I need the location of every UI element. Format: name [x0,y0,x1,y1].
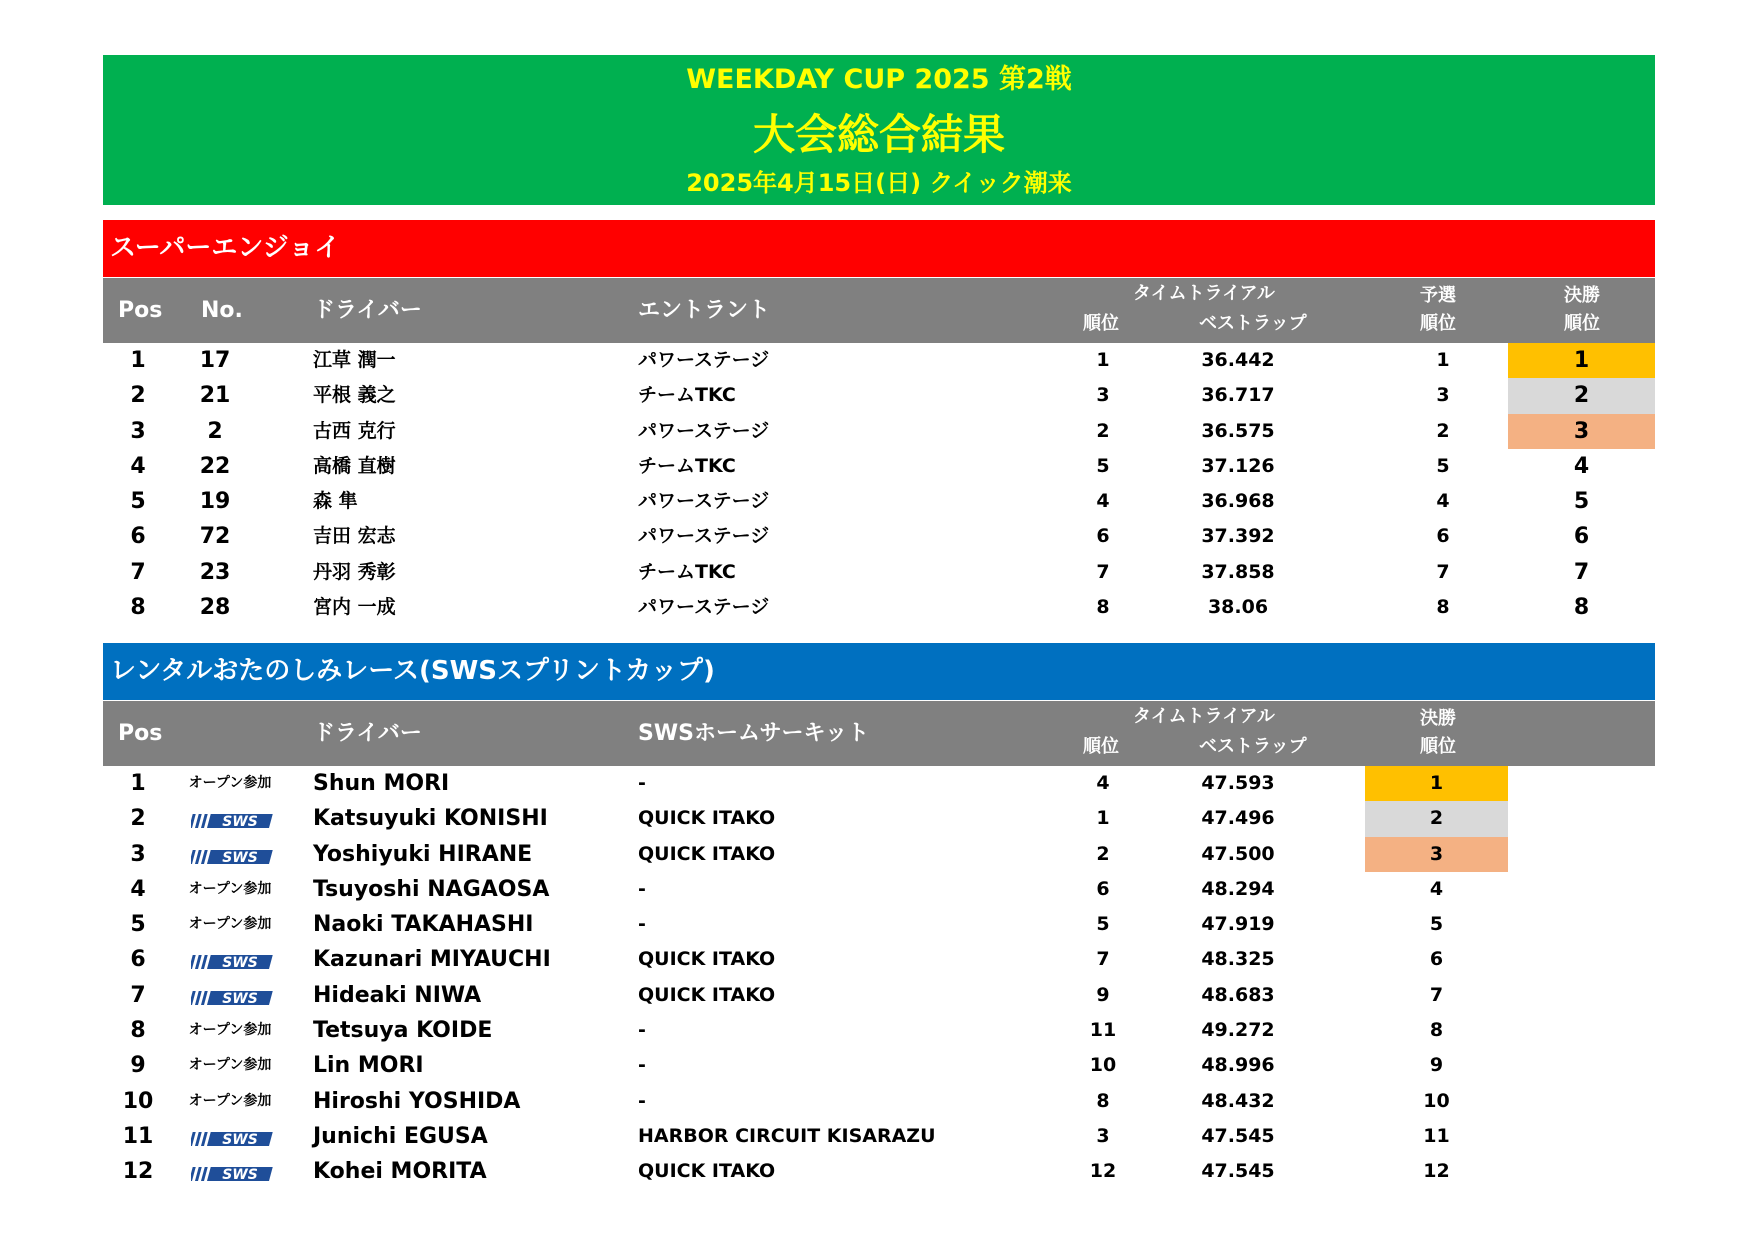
best-lap-cell: 47.545 [1201,1124,1275,1147]
best-lap-cell: 37.392 [1201,525,1275,548]
best-lap-cell: 48.294 [1201,877,1275,900]
best-lap-cell: 47.500 [1201,842,1275,865]
home-circuit-cell: - [638,877,646,900]
entrant-cell: チームTKC [638,560,736,583]
qualifying-rank-cell: 3 [1436,384,1450,407]
pos-cell: 4 [130,453,146,479]
best-lap-cell: 47.919 [1201,913,1275,936]
tt-rank-cell: 6 [1096,525,1110,548]
driver-cell: Yoshiyuki HIRANE [313,841,533,867]
header-final: 決勝 [1420,708,1456,729]
tt-rank-cell: 7 [1096,560,1110,583]
table-row [103,519,1655,554]
home-circuit-cell: QUICK ITAKO [638,983,776,1006]
table-row [103,1013,1655,1048]
home-circuit-cell: QUICK ITAKO [638,1160,776,1183]
qualifying-rank-cell: 2 [1436,419,1450,442]
best-lap-cell: 36.717 [1201,384,1275,407]
car-number-cell: 23 [199,559,231,585]
header-pos: Pos [118,721,163,746]
table-row [103,414,1655,449]
best-lap-cell: 47.545 [1201,1160,1275,1183]
sws-logo [191,1131,275,1147]
best-lap-cell: 48.683 [1201,983,1275,1006]
table-row [103,590,1655,625]
event-title: WEEKDAY CUP 2025 第2戦 [686,64,1072,95]
table-row [103,1048,1655,1083]
best-lap-cell: 38.06 [1207,596,1269,619]
sws-logo [191,813,275,829]
best-lap-cell: 48.996 [1201,1054,1275,1077]
home-circuit-cell: - [638,913,646,936]
pos-cell: 3 [130,418,146,444]
tt-rank-cell: 4 [1096,490,1110,513]
open-entry-badge: オープン参加 [188,880,272,897]
results-table-super-enjoy [103,343,1655,625]
header-time-trial: タイムトライアル [1133,283,1275,304]
tt-rank-cell: 8 [1096,1089,1110,1112]
open-entry-badge: オープン参加 [188,1092,272,1109]
final-rank-cell: 3 [1573,418,1590,444]
tt-rank-cell: 2 [1096,419,1110,442]
driver-cell: Tsuyoshi NAGAOSA [313,876,550,902]
pos-cell: 1 [130,771,146,796]
driver-cell: Katsuyuki KONISHI [313,806,548,832]
header-entrant: エントラント [638,298,771,323]
final-rank-cell: 7 [1429,983,1444,1006]
driver-cell: 吉田 宏志 [313,525,396,548]
event-date-venue: 2025年4月15日(日) クイック潮来 [686,169,1072,197]
car-number-cell: 19 [199,489,231,515]
driver-cell: Shun MORI [313,771,450,796]
entrant-cell: パワーステージ [638,596,770,619]
table-row [103,484,1655,519]
best-lap-cell: 36.442 [1201,349,1275,371]
svg-text:SWS: SWS [222,955,258,971]
tt-rank-cell: 3 [1096,384,1110,407]
final-rank-cell: 8 [1573,595,1590,621]
tt-rank-cell: 4 [1096,772,1110,794]
sws-logo [191,954,275,970]
header-home-circuit: SWSホームサーキット [638,721,870,746]
final-rank-cell: 9 [1429,1054,1444,1077]
driver-cell: 宮内 一成 [313,596,396,619]
tt-rank-cell: 5 [1096,913,1110,936]
pos-cell: 11 [122,1123,154,1149]
tt-rank-cell: 1 [1096,807,1110,830]
final-rank-cell: 7 [1573,559,1590,585]
table-row [103,449,1655,484]
header-final-rank: 順位 [1420,736,1456,757]
table-row [103,872,1655,907]
best-lap-cell: 37.858 [1201,560,1275,583]
table-row [103,378,1655,413]
home-circuit-cell: HARBOR CIRCUIT KISARAZU [638,1124,936,1147]
driver-cell: Hideaki NIWA [313,982,482,1008]
tt-rank-cell: 7 [1096,948,1110,971]
pos-cell: 2 [130,806,146,832]
header-best-lap: ベストラップ [1199,313,1307,334]
final-rank-cell: 4 [1429,877,1444,900]
final-rank-cell: 2 [1429,807,1444,830]
pos-cell: 8 [130,595,146,621]
driver-cell: Kohei MORITA [313,1159,487,1185]
table-row [103,837,1655,872]
table-row [103,343,1655,378]
final-rank-cell: 6 [1573,524,1590,550]
driver-cell: Junichi EGUSA [313,1123,488,1149]
pos-cell: 3 [130,841,146,867]
header-best-lap: ベストラップ [1199,736,1307,757]
driver-cell: Lin MORI [313,1053,424,1079]
results-table-rental-race [103,766,1655,1190]
svg-text:SWS: SWS [222,849,258,865]
table-header-rental-race [103,701,1655,766]
tt-rank-cell: 1 [1096,349,1110,371]
header-driver: ドライバー [313,721,422,746]
table-row [103,942,1655,977]
tt-rank-cell: 2 [1096,842,1110,865]
title-banner [103,55,1655,205]
svg-text:SWS: SWS [222,1167,258,1183]
final-rank-cell: 11 [1423,1124,1450,1147]
car-number-cell: 17 [199,348,231,373]
header-final: 決勝 [1564,285,1600,306]
final-rank-cell: 5 [1429,913,1444,936]
final-rank-cell: 12 [1423,1160,1450,1183]
final-rank-cell: 2 [1573,383,1590,409]
qualifying-rank-cell: 8 [1436,596,1450,619]
pos-cell: 7 [130,982,146,1008]
car-number-cell: 22 [199,453,231,479]
pos-cell: 10 [122,1088,154,1114]
table-row [103,978,1655,1013]
header-tt-rank: 順位 [1083,313,1119,334]
svg-text:SWS: SWS [222,814,258,830]
table-row [103,1084,1655,1119]
header-time-trial: タイムトライアル [1133,706,1275,727]
open-entry-badge: オープン参加 [188,775,272,791]
driver-cell: 古西 克行 [313,419,396,442]
car-number-cell: 2 [207,418,223,444]
home-circuit-cell: QUICK ITAKO [638,842,776,865]
pos-cell: 1 [130,348,146,373]
car-number-cell: 28 [199,595,231,621]
final-rank-cell: 10 [1423,1089,1450,1112]
table-row [103,907,1655,942]
tt-rank-cell: 3 [1096,1124,1110,1147]
table-row [103,766,1655,801]
pos-cell: 9 [130,1053,146,1079]
pos-cell: 12 [122,1159,154,1185]
home-circuit-cell: QUICK ITAKO [638,807,776,830]
driver-cell: Tetsuya KOIDE [313,1018,493,1044]
section-title-rental-race: レンタルおたのしみレース(SWSスプリントカップ) [103,643,1655,700]
tt-rank-cell: 9 [1096,983,1110,1006]
driver-cell: 高橋 直樹 [313,454,396,477]
pos-cell: 5 [130,912,146,938]
driver-cell: Naoki TAKAHASHI [313,912,534,938]
pos-cell: 6 [130,524,146,550]
svg-text:SWS: SWS [222,990,258,1006]
final-rank-cell: 8 [1429,1019,1444,1042]
home-circuit-cell: QUICK ITAKO [638,948,776,971]
driver-cell: Hiroshi YOSHIDA [313,1088,521,1114]
sws-logo [191,849,275,865]
sws-logo [191,1166,275,1182]
table-row [103,1154,1655,1189]
svg-text:SWS: SWS [222,1131,258,1147]
header-driver: ドライバー [313,298,422,323]
section-title-super-enjoy: スーパーエンジョイ [103,220,1655,277]
qualifying-rank-cell: 4 [1436,490,1450,513]
entrant-cell: パワーステージ [638,419,770,442]
final-rank-cell: 1 [1573,348,1590,373]
home-circuit-cell: - [638,1019,646,1042]
car-number-cell: 72 [199,524,231,550]
table-header-super-enjoy [103,278,1655,343]
open-entry-badge: オープン参加 [188,916,272,933]
best-lap-cell: 47.593 [1201,772,1275,794]
home-circuit-cell: - [638,1089,646,1112]
header-tt-rank: 順位 [1083,736,1119,757]
entrant-cell: パワーステージ [638,349,770,371]
tt-rank-cell: 8 [1096,596,1110,619]
driver-cell: 森 隼 [313,490,358,513]
final-rank-cell: 1 [1429,772,1444,794]
best-lap-cell: 36.575 [1201,419,1275,442]
best-lap-cell: 48.325 [1201,948,1275,971]
entrant-cell: パワーステージ [638,525,770,548]
tt-rank-cell: 6 [1096,877,1110,900]
final-rank-cell: 6 [1429,948,1444,971]
header-no: No. [201,298,243,323]
final-rank-cell: 4 [1573,453,1590,479]
qualifying-rank-cell: 7 [1436,560,1450,583]
header-qualifying: 予選 [1420,285,1456,306]
best-lap-cell: 36.968 [1201,490,1275,513]
driver-cell: Kazunari MIYAUCHI [313,947,551,973]
tt-rank-cell: 12 [1089,1160,1117,1183]
sws-logo [191,990,275,1006]
final-rank-cell: 5 [1573,489,1590,515]
home-circuit-cell: - [638,1054,646,1077]
best-lap-cell: 37.126 [1201,454,1275,477]
header-pos: Pos [118,298,163,323]
table-row [103,801,1655,836]
car-number-cell: 21 [199,383,231,409]
entrant-cell: パワーステージ [638,490,770,513]
qualifying-rank-cell: 5 [1436,454,1450,477]
home-circuit-cell: - [638,772,646,794]
header-final-rank: 順位 [1564,313,1600,334]
driver-cell: 丹羽 秀彰 [313,560,396,583]
pos-cell: 7 [130,559,146,585]
tt-rank-cell: 11 [1089,1019,1117,1042]
table-row [103,1119,1655,1154]
driver-cell: 平根 義之 [313,384,396,407]
tt-rank-cell: 5 [1096,454,1110,477]
open-entry-badge: オープン参加 [188,1022,272,1039]
table-row [103,555,1655,590]
final-rank-cell: 3 [1429,842,1444,865]
results-heading: 大会総合結果 [752,110,1005,159]
tt-rank-cell: 10 [1089,1054,1117,1077]
best-lap-cell: 49.272 [1201,1019,1275,1042]
best-lap-cell: 48.432 [1201,1089,1275,1112]
pos-cell: 8 [130,1018,146,1044]
best-lap-cell: 47.496 [1201,807,1275,830]
pos-cell: 2 [130,383,146,409]
entrant-cell: チームTKC [638,454,736,477]
pos-cell: 6 [130,947,146,973]
pos-cell: 5 [130,489,146,515]
driver-cell: 江草 潤一 [313,349,396,371]
open-entry-badge: オープン参加 [188,1057,272,1074]
pos-cell: 4 [130,876,146,902]
entrant-cell: チームTKC [638,384,736,407]
header-qualifying-rank: 順位 [1420,313,1456,334]
qualifying-rank-cell: 6 [1436,525,1450,548]
qualifying-rank-cell: 1 [1436,349,1450,371]
